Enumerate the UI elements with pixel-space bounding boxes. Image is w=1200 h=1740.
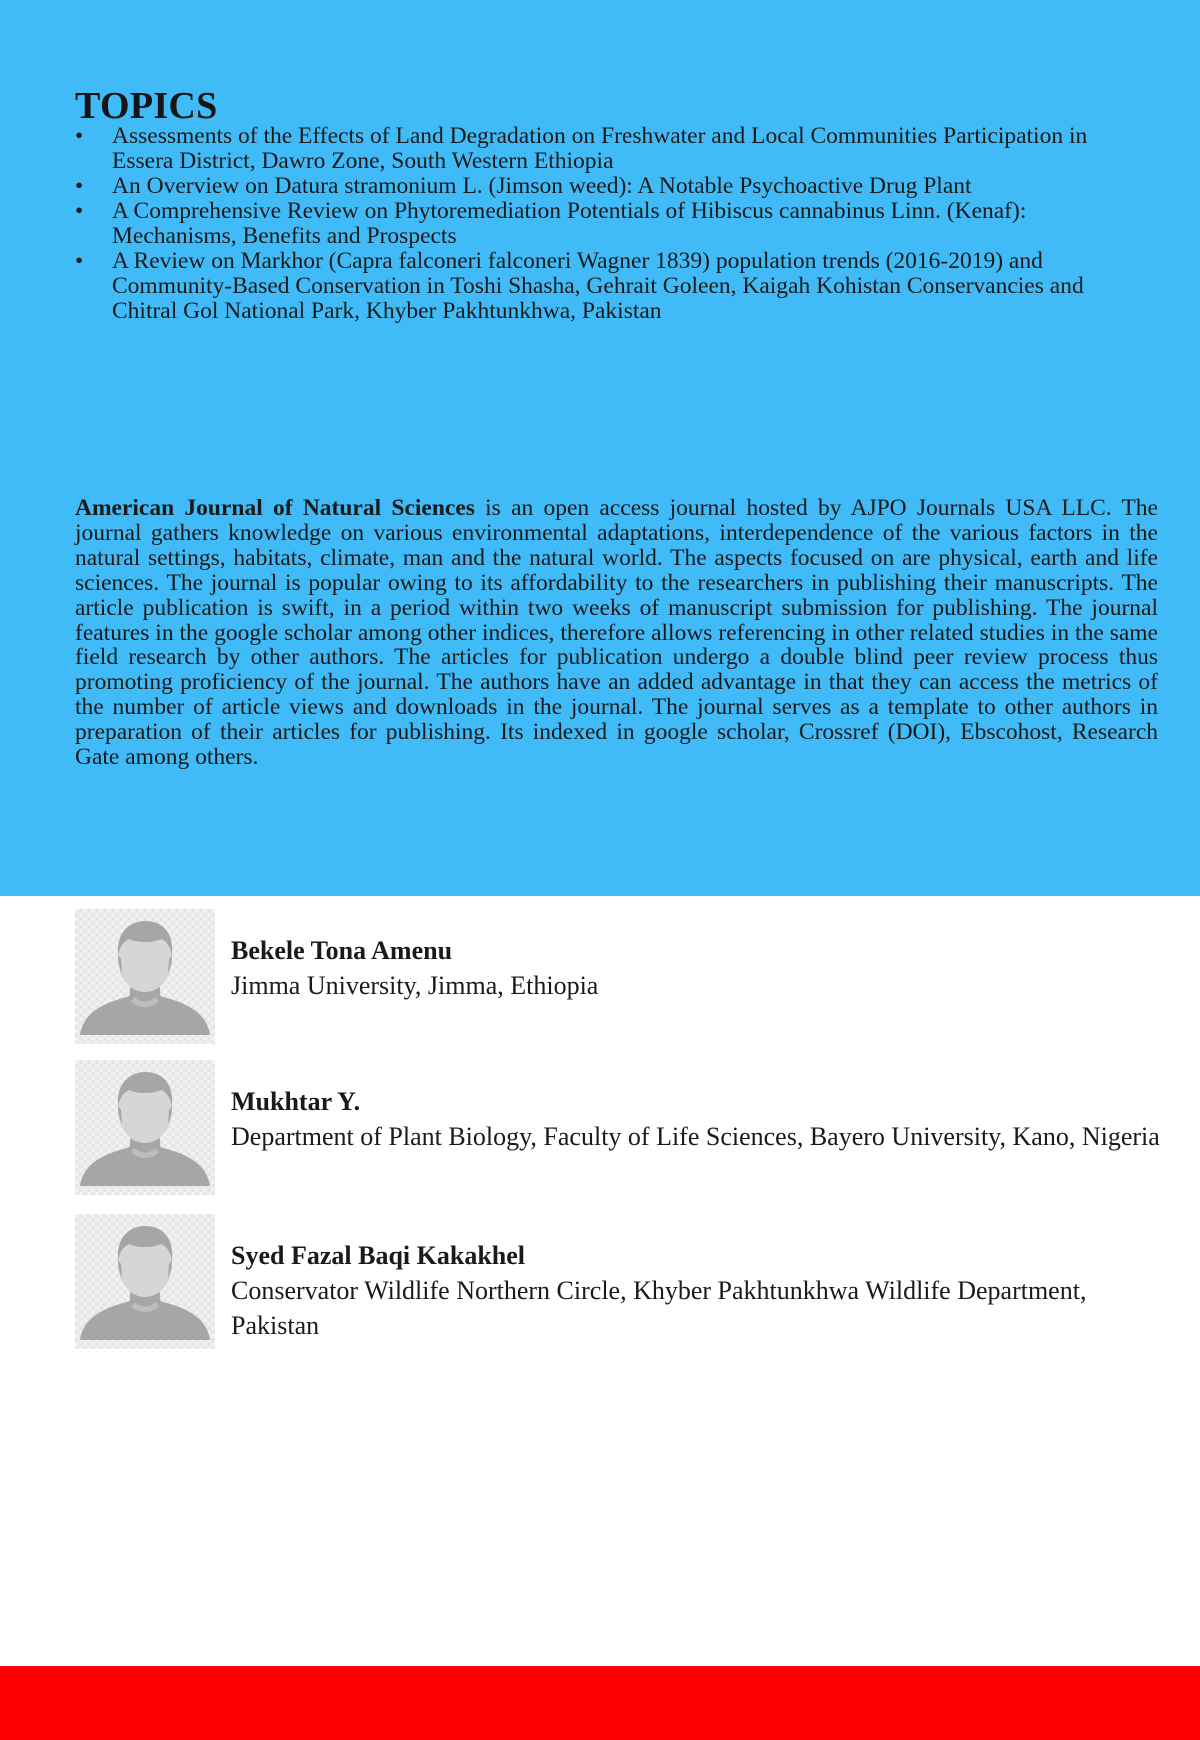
topic-item	[75, 249, 1145, 324]
author-card	[75, 1060, 1165, 1195]
author-info	[231, 933, 1161, 1003]
topic-item	[75, 199, 1145, 249]
author-info	[231, 1084, 1161, 1154]
avatar	[75, 1214, 215, 1349]
person-silhouette-icon	[75, 909, 215, 1044]
bullet-icon: •	[75, 198, 84, 224]
author-info	[231, 1238, 1161, 1343]
author-card	[75, 1214, 1165, 1349]
journal-name: American Journal of Natural Sciences	[75, 495, 475, 521]
author-name: Syed Fazal Baqi Kakakhel	[231, 1241, 525, 1270]
journal-description-text: is an open access journal hosted by AJPO Journals USA LLC. The journal gathers knowledge on various environmental adaptations, interdependence of the various factors in the natural settings, habitats, climate, man and the natural world. The aspects focused on are physical, earth and life sciences. The journal is popular owing to its affordability to the researchers in publishing their manuscripts. The article publication is swift, in a period within two weeks of manuscript submission for publishing. The journal features in the google scholar among other indices, therefore allows referencing in other related studies in the same field research by other authors. The articles for publication undergo a double blind peer review process thus promoting proficiency of the journal. The authors have an added advantage in that they can access the metrics of the number of article views and downloads in the journal. The journal serves as a template to other authors in preparation of their articles for publishing. Its indexed in google scholar, Crossref (DOI), Ebscohost, Research Gate among others.	[75, 495, 1158, 771]
author-affiliation: Jimma University, Jimma, Ethiopia	[231, 971, 599, 1000]
topic-text: An Overview on Datura stramonium L. (Jimson weed): A Notable Psychoactive Drug Plant	[112, 173, 972, 199]
journal-description	[75, 496, 1158, 770]
topic-text: A Review on Markhor (Capra falconeri falconeri Wagner 1839) population trends (2016-2019) and Community-Based Conservation in Toshi Shasha, Gehrait Goleen, Kaigah Kohistan Conservancies and Chitral Gol National Park, Khyber Pakhtunkhwa, Pakistan	[112, 248, 1084, 324]
author-affiliation: Conservator Wildlife Northern Circle, Khyber Pakhtunkhwa Wildlife Department, Pakistan	[231, 1276, 1087, 1340]
person-silhouette-icon	[75, 1214, 215, 1349]
bullet-icon: •	[75, 123, 84, 149]
topics-list	[75, 124, 1145, 324]
avatar	[75, 1060, 215, 1195]
topic-item	[75, 174, 1145, 199]
topic-item	[75, 124, 1145, 174]
author-name: Mukhtar Y.	[231, 1087, 361, 1116]
person-silhouette-icon	[75, 1060, 215, 1195]
topic-text: Assessments of the Effects of Land Degradation on Freshwater and Local Communities Participation in Essera District, Dawro Zone, South Western Ethiopia	[112, 123, 1088, 174]
topic-text: A Comprehensive Review on Phytoremediation Potentials of Hibiscus cannabinus Linn. (Kenaf): Mechanisms, Benefits and Prospects	[112, 198, 1027, 249]
author-card	[75, 909, 1165, 1044]
author-affiliation: Department of Plant Biology, Faculty of Life Sciences, Bayero University, Kano, Nigeria	[231, 1122, 1160, 1151]
bullet-icon: •	[75, 248, 84, 274]
footer-bar	[0, 1666, 1200, 1740]
author-name: Bekele Tona Amenu	[231, 936, 453, 965]
bullet-icon: •	[75, 173, 84, 199]
topics-heading: TOPICS	[75, 85, 218, 127]
avatar	[75, 909, 215, 1044]
